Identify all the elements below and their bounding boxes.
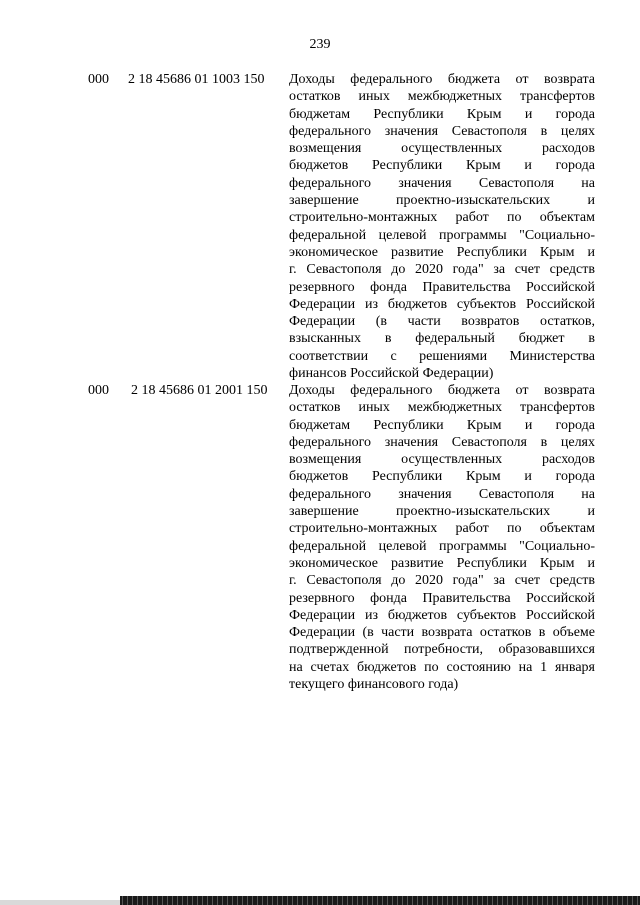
admin-code: 000: [88, 383, 109, 398]
description-line: строительно-монтажных работ по объектам: [289, 521, 595, 537]
admin-code: 000: [88, 72, 109, 87]
description-line: подтвержденной потребности, образовавшихся: [289, 642, 595, 658]
description-line: возмещения осуществленных расходов: [289, 141, 595, 157]
budget-classification-code: 2 18 45686 01 1003 150: [128, 72, 265, 87]
page-number: 239: [309, 37, 331, 52]
description-line: взысканных в федеральный бюджет в: [289, 331, 595, 347]
description-line: бюджетам Республики Крым и города: [289, 106, 595, 122]
budget-entry: [0, 71, 640, 391]
description-line: федерального значения Севастополя на: [289, 486, 595, 502]
description-line: возмещения осуществленных расходов: [289, 452, 595, 468]
description-line: остатков иных межбюджетных трансфертов: [289, 400, 595, 416]
description-line: финансов Российской Федерации): [289, 366, 494, 382]
description-line: федеральной целевой программы "Социально-: [289, 538, 595, 554]
scan-edge-shadow: [0, 900, 120, 905]
description-line: резервного фонда Правительства Российской: [289, 590, 595, 606]
description-line: экономическое развитие Республики Крым и: [289, 244, 595, 260]
description-line: завершение проектно-изыскательских и: [289, 193, 595, 209]
description-line: экономическое развитие Республики Крым и: [289, 555, 595, 571]
description-line: Федерации из бюджетов субъектов Российской: [289, 296, 595, 312]
description-line: федерального значения Севастополя на: [289, 175, 595, 191]
description-line: остатков иных межбюджетных трансфертов: [289, 89, 595, 105]
description-line: г. Севастополя до 2020 года" за счет средств: [289, 262, 595, 278]
description-line: федеральной целевой программы "Социально-: [289, 227, 595, 243]
entry-description: [289, 71, 595, 382]
description-line: федерального значения Севастополя в целях: [289, 123, 595, 139]
description-line: Доходы федерального бюджета от возврата: [289, 72, 595, 87]
description-line: текущего финансового года): [289, 677, 459, 693]
description-line: г. Севастополя до 2020 года" за счет средств: [289, 573, 595, 589]
description-line: бюджетов Республики Крым и города: [289, 158, 595, 174]
entry-description: [289, 382, 595, 693]
budget-classification-code: 2 18 45686 01 2001 150: [131, 383, 268, 398]
description-line: резервного фонда Правительства Российской: [289, 279, 595, 295]
description-line: федерального значения Севастополя в целях: [289, 434, 595, 450]
description-line: Доходы федерального бюджета от возврата: [289, 383, 595, 398]
description-line: Федерации (в части возврата остатков в объеме: [289, 625, 595, 641]
description-line: Федерации (в части возвратов остатков,: [289, 314, 595, 330]
description-line: соответствии с решениями Министерства: [289, 348, 595, 364]
description-line: бюджетов Республики Крым и города: [289, 469, 595, 485]
scan-edge-artifact: [120, 896, 640, 905]
budget-entry: [0, 382, 640, 702]
description-line: Федерации из бюджетов субъектов Российской: [289, 607, 595, 623]
description-line: на счетах бюджетов по состоянию на 1 января: [289, 659, 595, 675]
description-line: строительно-монтажных работ по объектам: [289, 210, 595, 226]
description-line: завершение проектно-изыскательских и: [289, 504, 595, 520]
description-line: бюджетам Республики Крым и города: [289, 417, 595, 433]
